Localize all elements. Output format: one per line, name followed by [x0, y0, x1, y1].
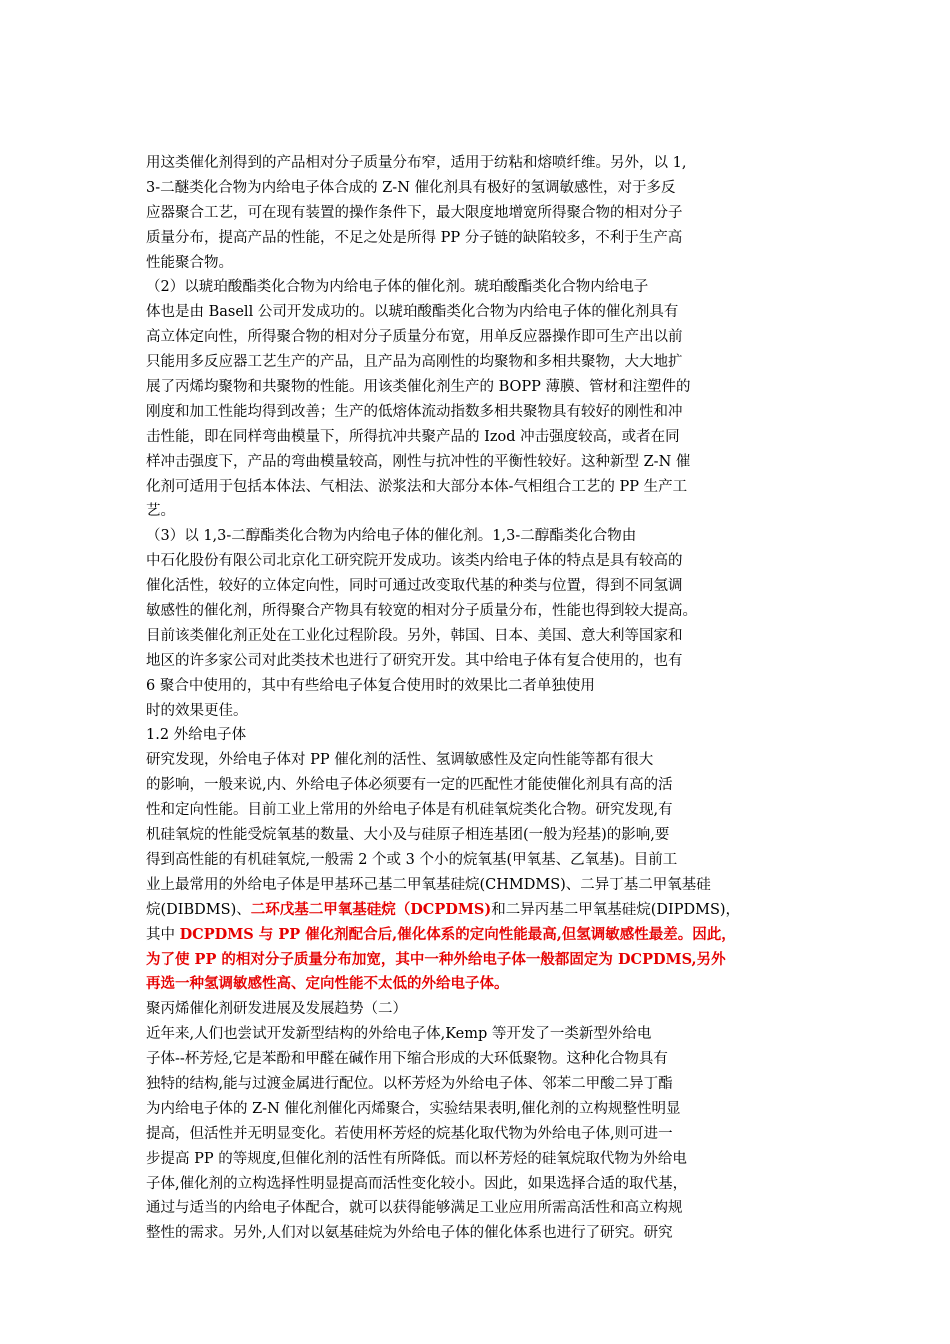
- text-line: [146, 450, 806, 475]
- text-line: [146, 176, 806, 201]
- text-segment: （2）以琥珀酸酯类化合物为内给电子体的催化剂。琥珀酸酯类化合物内给电子: [146, 279, 649, 296]
- text-line: [146, 1196, 806, 1221]
- text-line: [146, 972, 806, 997]
- text-line: [146, 798, 806, 823]
- text-line: [146, 823, 806, 848]
- highlighted-text: 二环戊基二甲氧基硅烷（DCPDMS): [250, 900, 492, 918]
- text-segment: 样冲击强度下，产品的弯曲模量较高，刚性与抗冲性的平衡性较好。这种新型 Z-N 催: [146, 453, 691, 470]
- text-line: [146, 275, 806, 300]
- text-line: [146, 1221, 806, 1246]
- text-line: [146, 549, 806, 574]
- text-segment: 艺。: [146, 503, 175, 520]
- text-segment: 业上最常用的外给电子体是甲基环己基二甲氧基硅烷(CHMDMS)、二异丁基二甲氧基硅: [146, 876, 711, 893]
- text-segment: 得到高性能的有机硅氧烷,一般需 2 个或 3 个小的烷氧基(甲氧基、乙氧基)。目前工: [146, 851, 678, 868]
- text-segment: 3-二醚类化合物为内给电子体合成的 Z-N 催化剂具有极好的氢调敏感性，对于多反: [146, 179, 676, 196]
- text-segment: 为内给电子体的 Z-N 催化剂催化丙烯聚合，实验结果表明,催化剂的立构规整性明显: [146, 1100, 681, 1117]
- text-line: [146, 1047, 806, 1072]
- text-line: [146, 674, 806, 699]
- text-segment: 高立体定向性，所得聚合物的相对分子质量分布宽，用单反应器操作即可生产出以前: [146, 329, 683, 346]
- document-page: [146, 151, 806, 1246]
- text-segment: 子体,催化剂的立构选择性明显提高而活性变化较小。因此，如果选择合适的取代基，: [146, 1175, 688, 1192]
- highlighted-text: 再选一种氢调敏感性高、定向性能不太低的外给电子体。: [146, 975, 509, 993]
- text-segment: 整性的需求。另外,人们对以氨基硅烷为外给电子体的催化体系也进行了研究。研究: [146, 1225, 673, 1242]
- text-line: [146, 400, 806, 425]
- text-segment: 烷(DIBDMS)、: [146, 901, 251, 918]
- highlighted-text: DCPDMS 与 PP 催化剂配合后,催化体系的定向性能最高,但氢调敏感性最差。因此，: [179, 925, 736, 943]
- text-line: [146, 898, 806, 923]
- text-segment: 敏感性的催化剂，所得聚合产物具有较宽的相对分子质量分布，性能也得到较大提高。: [146, 603, 697, 620]
- text-segment: 其中: [146, 926, 180, 943]
- text-segment: 研究发现，外给电子体对 PP 催化剂的活性、氢调敏感性及定向性能等都有很大: [146, 752, 654, 769]
- text-line: [146, 151, 806, 176]
- text-segment: 刚度和加工性能均得到改善；生产的低熔体流动指数多相共聚物具有较好的刚性和冲: [146, 403, 683, 420]
- text-segment: 性能聚合物。: [146, 254, 233, 271]
- text-segment: 质量分布，提高产品的性能，不足之处是所得 PP 分子链的缺陷较多，不利于生产高: [146, 229, 683, 246]
- text-segment: 时的效果更佳。: [146, 702, 248, 719]
- text-line: [146, 723, 806, 748]
- text-segment: 用这类催化剂得到的产品相对分子质量分布窄，适用于纺粘和熔喷纤维。另外，以 1,: [146, 155, 687, 171]
- text-line: [146, 251, 806, 276]
- text-segment: 性和定向性能。目前工业上常用的外给电子体是有机硅氧烷类化合物。研究发现,有: [146, 802, 673, 819]
- text-line: [146, 475, 806, 500]
- text-line: [146, 1097, 806, 1122]
- text-segment: 中石化股份有限公司北京化工研究院开发成功。该类内给电子体的特点是具有较高的: [146, 553, 683, 570]
- text-line: [146, 624, 806, 649]
- text-line: [146, 300, 806, 325]
- text-segment: （3）以 1,3-二醇酯类化合物为内给电子体的催化剂。1,3-二醇酯类化合物由: [146, 528, 637, 545]
- text-segment: 步提高 PP 的等规度,但催化剂的活性有所降低。而以杯芳烃的硅氧烷取代物为外给电: [146, 1150, 687, 1167]
- text-segment: 地区的许多家公司对此类技术也进行了研究开发。其中给电子体有复合使用的，也有: [146, 652, 683, 669]
- text-segment: 应器聚合工艺，可在现有装置的操作条件下，最大限度地增宽所得聚合物的相对分子: [146, 204, 683, 221]
- text-segment: 独特的结构,能与过渡金属进行配位。以杯芳烃为外给电子体、邻苯二甲酸二异丁酯: [146, 1075, 673, 1092]
- text-line: [146, 375, 806, 400]
- text-segment: 机硅氧烷的性能受烷氧基的数量、大小及与硅原子相连基团(一般为羟基)的影响,要: [146, 827, 670, 844]
- text-line: [146, 325, 806, 350]
- text-line: [146, 226, 806, 251]
- text-line: [146, 1172, 806, 1197]
- text-segment: 和二异丙基二甲氧基硅烷(DIPDMS)，: [491, 901, 741, 918]
- text-line: [146, 425, 806, 450]
- text-line: [146, 923, 806, 948]
- text-segment: 展了丙烯均聚物和共聚物的性能。用该类催化剂生产的 BOPP 薄膜、管材和注塑件的: [146, 379, 691, 396]
- text-line: [146, 201, 806, 226]
- text-segment: 目前该类催化剂正处在工业化过程阶段。另外，韩国、日本、美国、意大利等国家和: [146, 627, 683, 644]
- highlighted-text: 为了使 PP 的相对分子质量分布加宽，其中一种外给电子体一般都固定为 DCPDMS,另外: [146, 950, 726, 968]
- text-segment: 击性能，即在同样弯曲模量下，所得抗冲共聚产品的 Izod 冲击强度较高，或者在同: [146, 428, 680, 445]
- text-line: [146, 1122, 806, 1147]
- text-line: [146, 574, 806, 599]
- text-line: [146, 848, 806, 873]
- text-line: [146, 524, 806, 549]
- text-line: [146, 773, 806, 798]
- text-line: [146, 997, 806, 1022]
- text-line: [146, 748, 806, 773]
- text-segment: 6 聚合中使用的，其中有些给电子体复合使用时的效果比二者单独使用: [146, 677, 595, 694]
- text-line: [146, 1147, 806, 1172]
- text-line: [146, 649, 806, 674]
- text-line: [146, 499, 806, 524]
- text-line: [146, 873, 806, 898]
- text-line: [146, 350, 806, 375]
- text-segment: 通过与适当的内给电子体配合，就可以获得能够满足工业应用所需高活性和高立构规: [146, 1200, 683, 1217]
- text-segment: 只能用多反应器工艺生产的产品，且产品为高刚性的均聚物和多相共聚物，大大地扩: [146, 354, 683, 371]
- text-segment: 化剂可适用于包括本体法、气相法、淤浆法和大部分本体-气相组合工艺的 PP 生产工: [146, 478, 688, 495]
- text-segment: 近年来,人们也尝试开发新型结构的外给电子体,Kemp 等开发了一类新型外给电: [146, 1026, 652, 1043]
- text-segment: 1.2 外给电子体: [146, 727, 247, 744]
- text-segment: 提高，但活性并无明显变化。若使用杯芳烃的烷基化取代物为外给电子体,则可进一: [146, 1125, 673, 1142]
- text-line: [146, 1022, 806, 1047]
- text-segment: 的影响，一般来说,内、外给电子体必须要有一定的匹配性才能使催化剂具有高的活: [146, 777, 673, 794]
- text-line: [146, 699, 806, 724]
- text-segment: 子体--杯芳烃,它是苯酚和甲醛在碱作用下缩合形成的大环低聚物。这种化合物具有: [146, 1051, 668, 1068]
- text-line: [146, 948, 806, 973]
- text-line: [146, 599, 806, 624]
- text-segment: 催化活性，较好的立体定向性，同时可通过改变取代基的种类与位置，得到不同氢调: [146, 578, 683, 595]
- text-segment: 聚丙烯催化剂研发进展及发展趋势（二）: [146, 1001, 407, 1018]
- text-segment: 体也是由 Basell 公司开发成功的。以琥珀酸酯类化合物为内给电子体的催化剂具有: [146, 304, 679, 321]
- text-line: [146, 1072, 806, 1097]
